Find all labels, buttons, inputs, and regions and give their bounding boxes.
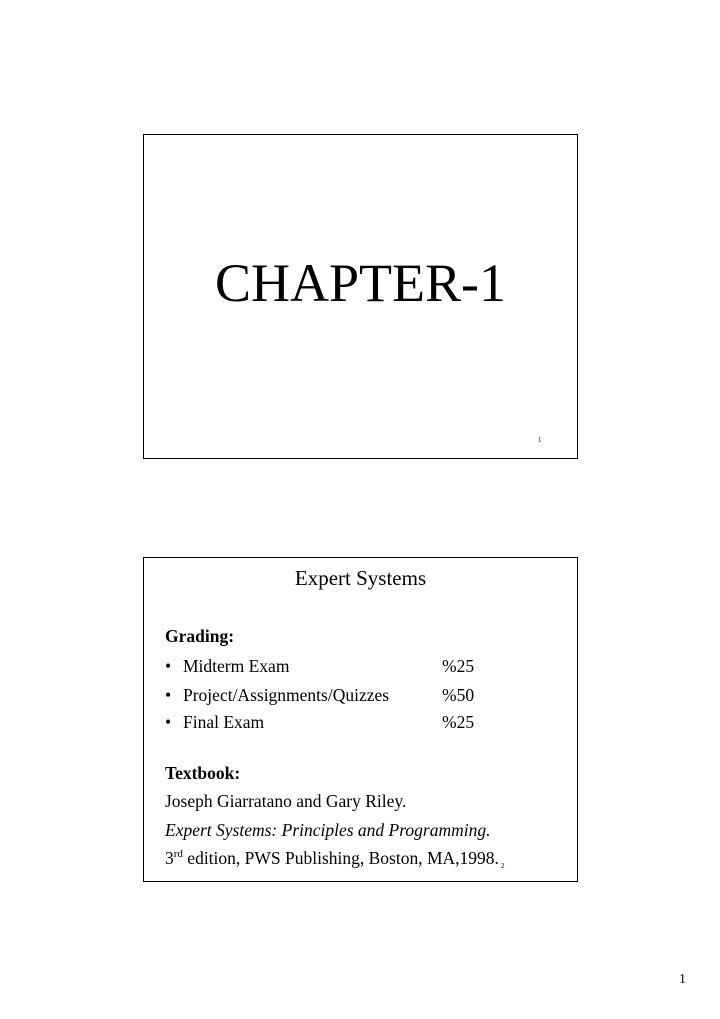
grading-item-value: %25 [442,712,475,732]
grading-item-label: Final Exam [183,712,265,732]
grading-item-value: %50 [442,685,475,705]
slide-1 [143,134,578,459]
bullet: • [165,656,172,676]
page-number: 1 [679,972,686,987]
grading-item-midterm [165,656,545,676]
grading-item-final [165,712,545,732]
slide-2 [143,557,578,882]
bullet: • [165,685,172,705]
slide-number: 1 [538,436,542,444]
slide-number: 2 [500,862,505,870]
textbook-title: Expert Systems: Principles and Programming. [165,820,491,840]
edition-number: 3 [165,848,174,868]
bullet: • [165,712,172,732]
textbook-edition [165,848,504,870]
textbook-heading: Textbook: [165,763,241,783]
edition-details: edition, PWS Publishing, Boston, MA,1998. [182,848,499,868]
textbook-authors: Joseph Giarratano and Gary Riley. [165,791,407,811]
grading-item-label: Midterm Exam [183,656,290,676]
grading-heading: Grading: [165,626,235,646]
slide-title: Expert Systems [294,566,427,590]
grading-item-value: %25 [442,656,475,676]
grading-item-project [165,685,545,705]
chapter-title: CHAPTER-1 [214,253,506,313]
grading-item-label: Project/Assignments/Quizzes [183,685,390,705]
edition-suffix: rd [173,848,183,860]
